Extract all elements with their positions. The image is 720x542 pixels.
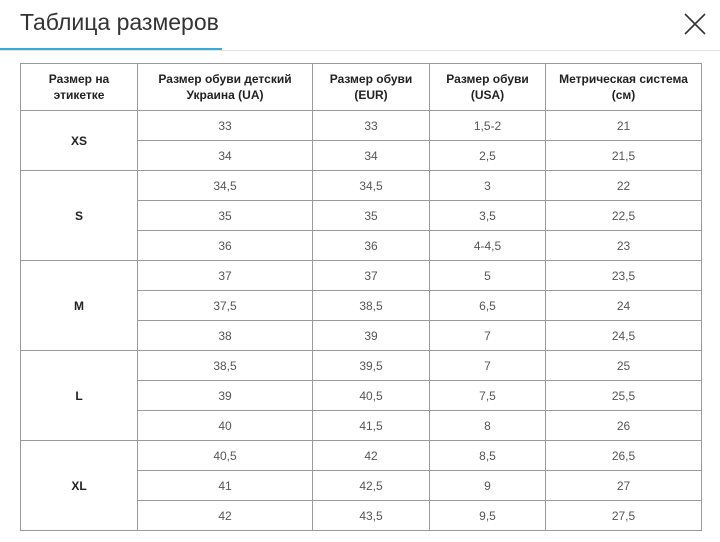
eur-size-cell: 42 xyxy=(313,441,430,471)
metric-size-cell: 22 xyxy=(546,171,702,201)
ua-size-cell: 38,5 xyxy=(138,351,313,381)
size-label-cell: M xyxy=(21,261,138,351)
ua-size-cell: 37 xyxy=(138,261,313,291)
ua-size-cell: 36 xyxy=(138,231,313,261)
metric-size-cell: 26,5 xyxy=(546,441,702,471)
header-ua-size: Размер обуви детский Украина (UA) xyxy=(138,64,313,111)
usa-size-cell: 7 xyxy=(430,321,546,351)
usa-size-cell: 7,5 xyxy=(430,381,546,411)
eur-size-cell: 35 xyxy=(313,201,430,231)
table-row xyxy=(21,441,702,471)
table-row xyxy=(21,171,702,201)
eur-size-cell: 33 xyxy=(313,111,430,141)
size-label-cell: S xyxy=(21,171,138,261)
metric-size-cell: 24,5 xyxy=(546,321,702,351)
ua-size-cell: 41 xyxy=(138,471,313,501)
ua-size-cell: 34 xyxy=(138,141,313,171)
ua-size-cell: 40 xyxy=(138,411,313,441)
eur-size-cell: 39,5 xyxy=(313,351,430,381)
header-label-size: Размер на этикетке xyxy=(21,64,138,111)
usa-size-cell: 9,5 xyxy=(430,501,546,531)
modal-title: Таблица размеров xyxy=(20,9,219,35)
size-label-cell: XS xyxy=(21,111,138,171)
size-label-cell: XL xyxy=(21,441,138,531)
usa-size-cell: 4-4,5 xyxy=(430,231,546,261)
header-eur-size: Размер обуви (EUR) xyxy=(313,64,430,111)
modal-header xyxy=(0,0,720,51)
metric-size-cell: 21,5 xyxy=(546,141,702,171)
ua-size-cell: 34,5 xyxy=(138,171,313,201)
header-usa-size: Размер обуви (USA) xyxy=(430,64,546,111)
table-body xyxy=(21,111,702,531)
eur-size-cell: 37 xyxy=(313,261,430,291)
metric-size-cell: 21 xyxy=(546,111,702,141)
table-header-row xyxy=(21,64,702,111)
table-row xyxy=(21,111,702,141)
ua-size-cell: 42 xyxy=(138,501,313,531)
eur-size-cell: 39 xyxy=(313,321,430,351)
metric-size-cell: 26 xyxy=(546,411,702,441)
usa-size-cell: 5 xyxy=(430,261,546,291)
usa-size-cell: 8 xyxy=(430,411,546,441)
ua-size-cell: 37,5 xyxy=(138,291,313,321)
metric-size-cell: 25,5 xyxy=(546,381,702,411)
close-icon xyxy=(682,11,708,37)
eur-size-cell: 43,5 xyxy=(313,501,430,531)
metric-size-cell: 22,5 xyxy=(546,201,702,231)
ua-size-cell: 33 xyxy=(138,111,313,141)
eur-size-cell: 36 xyxy=(313,231,430,261)
metric-size-cell: 27 xyxy=(546,471,702,501)
close-button[interactable] xyxy=(682,11,708,37)
eur-size-cell: 42,5 xyxy=(313,471,430,501)
metric-size-cell: 25 xyxy=(546,351,702,381)
ua-size-cell: 39 xyxy=(138,381,313,411)
eur-size-cell: 38,5 xyxy=(313,291,430,321)
eur-size-cell: 34 xyxy=(313,141,430,171)
metric-size-cell: 23 xyxy=(546,231,702,261)
eur-size-cell: 41,5 xyxy=(313,411,430,441)
ua-size-cell: 38 xyxy=(138,321,313,351)
ua-size-cell: 40,5 xyxy=(138,441,313,471)
usa-size-cell: 1,5-2 xyxy=(430,111,546,141)
header-metric-size: Метрическая система (см) xyxy=(546,64,702,111)
usa-size-cell: 7 xyxy=(430,351,546,381)
metric-size-cell: 23,5 xyxy=(546,261,702,291)
table-row xyxy=(21,261,702,291)
usa-size-cell: 3,5 xyxy=(430,201,546,231)
eur-size-cell: 34,5 xyxy=(313,171,430,201)
usa-size-cell: 2,5 xyxy=(430,141,546,171)
usa-size-cell: 9 xyxy=(430,471,546,501)
title-underline xyxy=(0,48,222,50)
eur-size-cell: 40,5 xyxy=(313,381,430,411)
metric-size-cell: 24 xyxy=(546,291,702,321)
table-row xyxy=(21,351,702,381)
usa-size-cell: 8,5 xyxy=(430,441,546,471)
size-table xyxy=(20,63,702,531)
size-label-cell: L xyxy=(21,351,138,441)
usa-size-cell: 6,5 xyxy=(430,291,546,321)
ua-size-cell: 35 xyxy=(138,201,313,231)
metric-size-cell: 27,5 xyxy=(546,501,702,531)
usa-size-cell: 3 xyxy=(430,171,546,201)
